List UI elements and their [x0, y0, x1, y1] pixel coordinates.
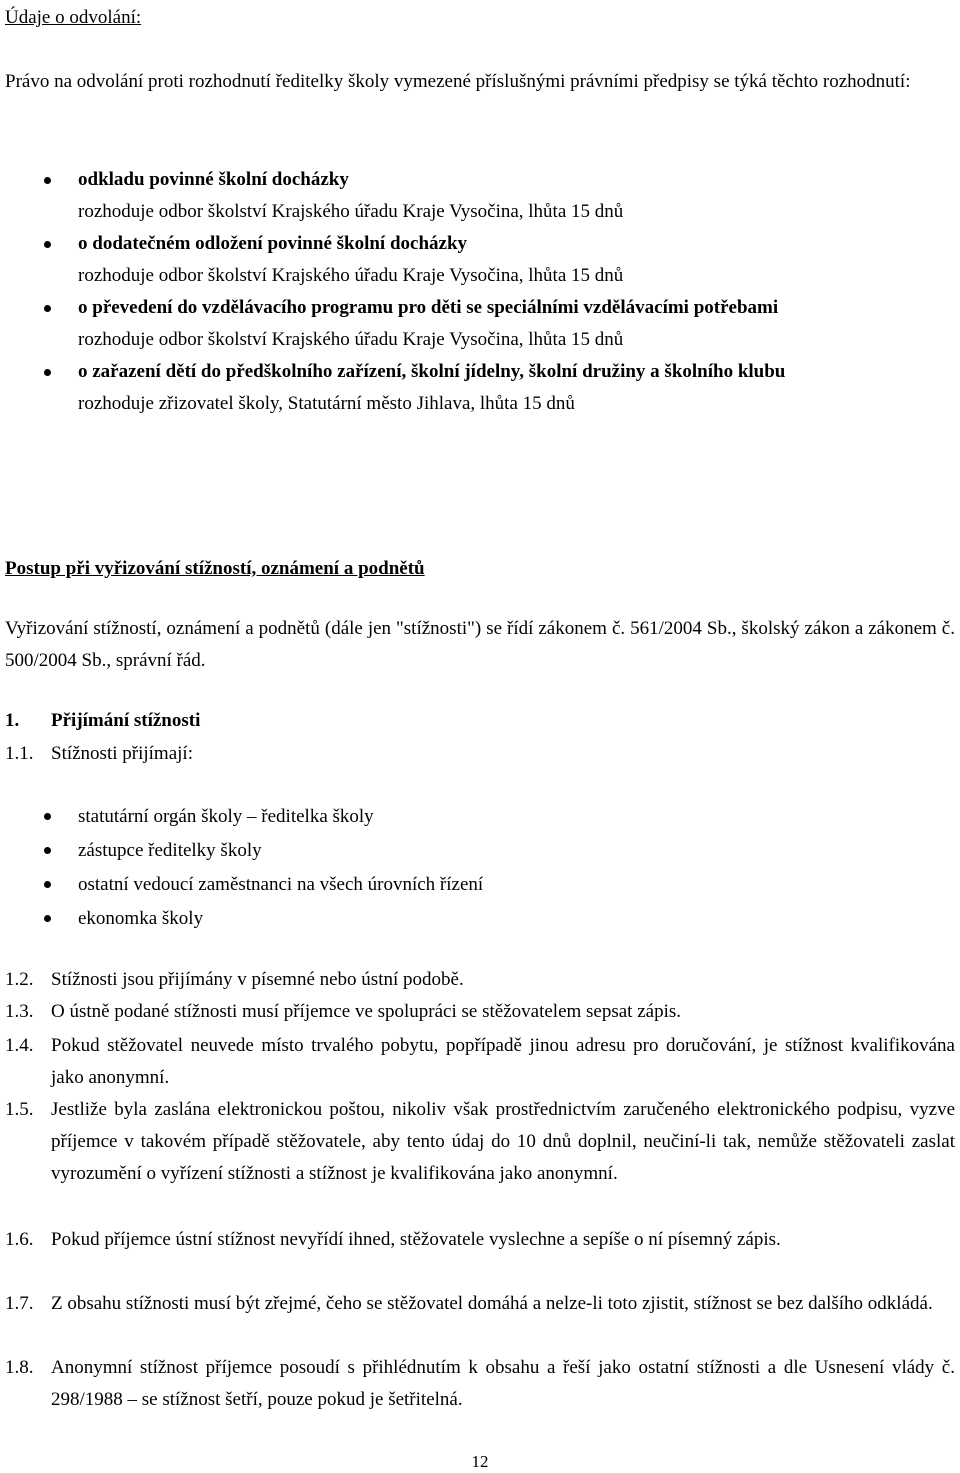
- point-1-2: [5, 964, 955, 996]
- list-item-body: rozhoduje odbor školství Krajského úřadu Kraje Vysočina, lhůta 15 dnů: [78, 329, 624, 350]
- list-item-head: o dodatečném odložení povinné školní docházky: [78, 233, 468, 254]
- point-number: 1.5.: [5, 1099, 34, 1120]
- point-1-4: [5, 1030, 955, 1094]
- list-item-head: o zařazení dětí do předškolního zařízení, školní jídelny, školní družiny a školního klubu: [78, 361, 786, 382]
- point-text: Stížnosti jsou přijímány v písemné nebo ústní podobě.: [51, 969, 464, 990]
- appeal-intro: Právo na odvolání proti rozhodnutí ředitelky školy vymezené příslušnými právními předpisy se týká těchto rozhodnutí:: [5, 71, 911, 92]
- list-item-head: o převedení do vzdělávacího programu pro děti se speciálními vzdělávacími potřebami: [78, 297, 779, 318]
- page-number: 12: [471, 1452, 489, 1471]
- complaints-intro: Vyřizování stížností, oznámení a podnětů (dále jen "stížnosti") se řídí zákonem č. 561/2004 Sb., školský zákon a zákonem č. 500/2004 Sb., správní řád.: [5, 618, 955, 671]
- section-title-appeal: Údaje o odvolání:: [5, 7, 142, 28]
- point-1-5: [5, 1094, 955, 1190]
- receivers-list: [0, 800, 960, 936]
- point-1-1: [5, 738, 955, 770]
- point-number: 1.8.: [5, 1357, 34, 1378]
- appeal-list: [0, 164, 960, 420]
- chapter-title: Přijímání stížnosti: [51, 710, 201, 731]
- point-1-3: [5, 996, 955, 1028]
- point-number: 1.7.: [5, 1293, 34, 1314]
- point-number: 1.3.: [5, 1001, 34, 1022]
- point-1-6: [5, 1224, 955, 1256]
- point-text: Pokud příjemce ústní stížnost nevyřídí ihned, stěžovatele vyslechne a sepíše o ní písemný zápis.: [51, 1229, 781, 1250]
- list-item-head: odkladu povinné školní docházky: [78, 169, 349, 190]
- list-item: [0, 356, 960, 420]
- list-item: [0, 228, 960, 292]
- list-item-body: rozhoduje zřizovatel školy, Statutární město Jihlava, lhůta 15 dnů: [78, 393, 575, 414]
- point-text: O ústně podané stížnosti musí příjemce ve spolupráci se stěžovatelem sepsat zápis.: [51, 1001, 681, 1022]
- point-text: Pokud stěžovatel neuvede místo trvalého pobytu, popřípadě jinou adresu pro doručování, je stížnost kvalifikována jako anonymní.: [51, 1035, 955, 1088]
- list-item: [0, 292, 960, 356]
- list-item-body: rozhoduje odbor školství Krajského úřadu Kraje Vysočina, lhůta 15 dnů: [78, 265, 624, 286]
- point-number: 1.4.: [5, 1035, 34, 1056]
- point-number: 1.1.: [5, 743, 34, 764]
- list-item-body: rozhoduje odbor školství Krajského úřadu Kraje Vysočina, lhůta 15 dnů: [78, 201, 624, 222]
- list-item: ostatní vedoucí zaměstnanci na všech úrovních řízení: [0, 868, 960, 902]
- point-1-7: [5, 1288, 955, 1320]
- point-text: Z obsahu stížnosti musí být zřejmé, čeho se stěžovatel domáhá a nelze-li toto zjistit, stížnost se bez dalšího odkládá.: [51, 1293, 933, 1314]
- list-item: ekonomka školy: [0, 902, 960, 936]
- point-number: 1.2.: [5, 969, 34, 990]
- list-item: zástupce ředitelky školy: [0, 834, 960, 868]
- point-text: Jestliže byla zaslána elektronickou poštou, nikoliv však prostřednictvím zaručeného elektronického podpisu, vyzve příjemce v takovém případě stěžovatele, aby tento údaj do 10 dnů doplnil, neučiní-li tak, nemůže stěžovateli zaslat vyrozumění o vyřízení stížnosti a stížnost je kvalifikována jako anonymní.: [51, 1099, 955, 1184]
- list-item: [0, 164, 960, 228]
- point-text: Stížnosti přijímají:: [51, 743, 193, 764]
- chapter-heading: [5, 705, 955, 737]
- point-1-8: [5, 1352, 955, 1416]
- point-text: Anonymní stížnost příjemce posoudí s přihlédnutím k obsahu a řeší jako ostatní stížnosti a dle Usnesení vlády č. 298/1988 – se stížnost šetří, pouze pokud je šetřitelná.: [51, 1357, 955, 1410]
- point-number: 1.6.: [5, 1229, 34, 1250]
- section-title-complaints: Postup při vyřizování stížností, oznámení a podnětů: [5, 558, 425, 579]
- chapter-number: 1.: [5, 710, 20, 731]
- list-item: statutární orgán školy – ředitelka školy: [0, 800, 960, 834]
